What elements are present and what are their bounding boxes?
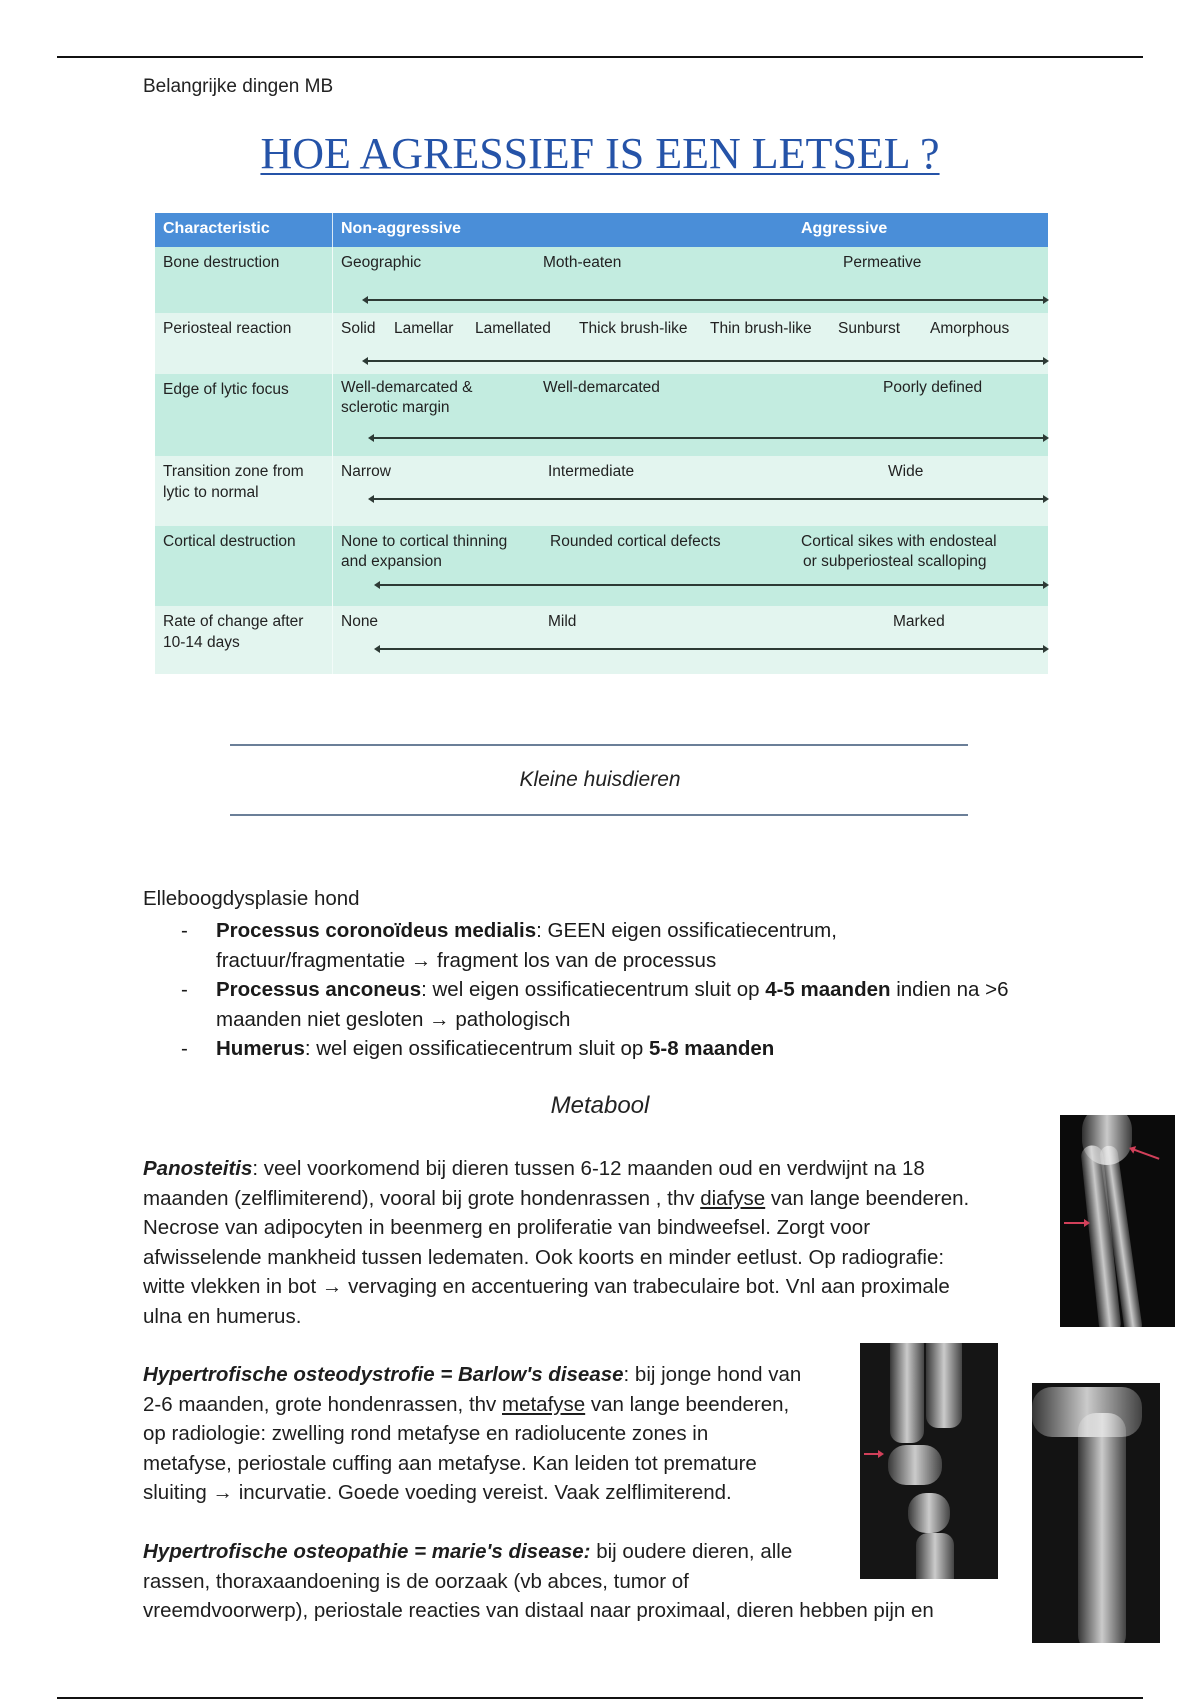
bone-shape bbox=[888, 1445, 942, 1485]
bone-shape bbox=[926, 1343, 962, 1428]
underlined-term: metafyse bbox=[502, 1392, 586, 1416]
section-divider-top bbox=[230, 744, 968, 746]
underlined-term: diafyse bbox=[700, 1186, 766, 1210]
para-text: Necrose van adipocyten in beenmerg en proliferatie van bindweefsel. Zorgt voor bbox=[143, 1216, 871, 1239]
row-label-line: Transition zone from bbox=[163, 463, 304, 480]
table-row bbox=[155, 247, 1048, 313]
red-arrow-icon bbox=[1133, 1148, 1160, 1159]
para-text: : veel voorkomend bij dieren tussen 6-12 maanden oud en verdwijnt na 18 bbox=[252, 1157, 925, 1180]
para-text: rassen, thoraxaandoening is de oorzaak (vb abces, tumor of bbox=[143, 1569, 689, 1593]
para-text: ulna en humerus. bbox=[143, 1304, 302, 1328]
para-text: afwisselende mankheid tussen ledematen. Ook koorts en minder eetlust. Op radiografie: bbox=[143, 1245, 945, 1269]
cell-value: Lamellar bbox=[394, 320, 454, 337]
cell-value: sclerotic margin bbox=[341, 399, 450, 416]
cell-value: Cortical sikes with endosteal bbox=[801, 533, 997, 550]
double-arrow-icon bbox=[367, 299, 1044, 301]
dash-bullet-icon: - bbox=[181, 1037, 188, 1060]
cell-value: Solid bbox=[341, 320, 376, 337]
cell-value: or subperiosteal scalloping bbox=[803, 553, 987, 570]
para-text: van lange beenderen, bbox=[585, 1392, 790, 1416]
table-row bbox=[155, 456, 1048, 526]
bone-shape bbox=[890, 1343, 924, 1443]
row-label: Bone destruction bbox=[155, 247, 333, 313]
bone-shape bbox=[916, 1533, 954, 1579]
red-arrow-icon bbox=[1064, 1222, 1086, 1224]
para-text: : bij jonge hond van bbox=[623, 1363, 802, 1386]
cell-value: Geographic bbox=[341, 254, 422, 271]
double-arrow-icon bbox=[367, 360, 1044, 362]
item-text: indien na >6 bbox=[890, 978, 1009, 1001]
para-text: maanden (zelflimiterend), vooral bij grote hondenrassen , thv bbox=[143, 1186, 701, 1210]
para-text: sluiting → incurvatie. Goede voeding vereist. Vaak zelflimiterend. bbox=[143, 1481, 732, 1504]
elleboog-heading: Elleboogdysplasie hond bbox=[143, 887, 360, 910]
term: Processus anconeus bbox=[216, 978, 422, 1001]
header-aggressive: Aggressive bbox=[801, 220, 888, 237]
list-item bbox=[143, 916, 1063, 975]
list-item bbox=[143, 1034, 1063, 1064]
row-label-line: 10-14 days bbox=[163, 634, 240, 651]
cell-value: Lamellated bbox=[475, 320, 551, 337]
row-label: Cortical destruction bbox=[155, 526, 333, 606]
term: Hypertrofische osteodystrofie = Barlow's disease bbox=[143, 1363, 624, 1386]
row-label-line: lytic to normal bbox=[163, 484, 259, 501]
cell-value: Permeative bbox=[843, 254, 922, 271]
para-text: witte vlekken in bot → vervaging en accentuering van trabeculaire bot. Vnl aan proximale bbox=[143, 1275, 950, 1298]
page-bottom-rule bbox=[57, 1697, 1143, 1699]
document-header: Belangrijke dingen MB bbox=[143, 76, 334, 97]
term: Processus coronoïdeus medialis bbox=[216, 919, 537, 942]
row-label bbox=[155, 456, 333, 526]
cell-value: and expansion bbox=[341, 553, 442, 570]
cell-value: Thick brush-like bbox=[579, 320, 688, 337]
bone-shape bbox=[1078, 1413, 1126, 1643]
cell-value: Mild bbox=[548, 613, 577, 630]
para-text: van lange beenderen. bbox=[765, 1186, 970, 1210]
cell-value: Poorly defined bbox=[883, 379, 983, 396]
header-non-aggressive: Non-aggressive bbox=[341, 220, 462, 237]
aggression-table bbox=[155, 213, 1048, 674]
barlow-paragraph bbox=[143, 1360, 863, 1508]
row-label: Edge of lytic focus bbox=[155, 374, 333, 456]
row-label-line: Rate of change after bbox=[163, 613, 304, 630]
table-row bbox=[155, 526, 1048, 606]
page-top-rule bbox=[57, 56, 1143, 58]
cell-value: Moth-eaten bbox=[543, 254, 622, 271]
item-text: : wel eigen ossificatiecentrum sluit op bbox=[304, 1037, 649, 1060]
para-text: metafyse, periostale cuffing aan metafyse. Kan leiden tot premature bbox=[143, 1451, 757, 1475]
double-arrow-icon bbox=[379, 584, 1044, 586]
elleboog-list bbox=[143, 916, 1063, 1064]
table-row bbox=[155, 374, 1048, 456]
double-arrow-icon bbox=[373, 437, 1044, 439]
cell-value: Well-demarcated bbox=[543, 379, 660, 396]
bone-shape bbox=[908, 1493, 950, 1533]
marie-xray-image bbox=[1032, 1383, 1160, 1643]
row-label bbox=[155, 606, 333, 674]
dash-bullet-icon: - bbox=[181, 919, 188, 942]
cell-value: None bbox=[341, 613, 379, 630]
row-label: Periosteal reaction bbox=[155, 313, 333, 374]
table-row bbox=[155, 606, 1048, 674]
table-row bbox=[155, 313, 1048, 374]
term: Hypertrofische osteopathie = marie's disease: bbox=[143, 1540, 591, 1563]
cell-value: Narrow bbox=[341, 463, 391, 480]
cell-value: Sunburst bbox=[838, 320, 901, 337]
item-text: : wel eigen ossificatiecentrum sluit op bbox=[421, 978, 766, 1001]
cell-value: Intermediate bbox=[548, 463, 635, 480]
dash-bullet-icon: - bbox=[181, 978, 188, 1001]
cell-value: Marked bbox=[893, 613, 945, 630]
cell-value: Thin brush-like bbox=[710, 320, 812, 337]
red-arrow-icon bbox=[864, 1453, 880, 1455]
para-text: 2-6 maanden, grote hondenrassen, thv bbox=[143, 1392, 502, 1416]
cell-value: Rounded cortical defects bbox=[550, 533, 721, 550]
cell-value: None to cortical thinning bbox=[341, 533, 508, 550]
para-text: bij oudere dieren, alle bbox=[590, 1540, 793, 1563]
panosteitis-xray-image bbox=[1060, 1115, 1175, 1327]
page-title: HOE AGRESSIEF IS EEN LETSEL ? bbox=[260, 129, 940, 178]
item-text: fractuur/fragmentatie → fragment los van de processus bbox=[216, 948, 717, 972]
section-title-kleine-huisdieren: Kleine huisdieren bbox=[519, 768, 681, 791]
cell-value: Wide bbox=[888, 463, 924, 480]
term: Humerus bbox=[216, 1037, 305, 1060]
emphasis: 4-5 maanden bbox=[765, 978, 891, 1001]
cell-value: Amorphous bbox=[930, 320, 1010, 337]
para-text: op radiologie: zwelling rond metafyse en radiolucente zones in bbox=[143, 1422, 709, 1445]
term: Panosteitis bbox=[143, 1157, 253, 1180]
double-arrow-icon bbox=[379, 648, 1044, 650]
panosteitis-paragraph bbox=[143, 1154, 1063, 1331]
table-header-row bbox=[155, 213, 1048, 247]
emphasis: 5-8 maanden bbox=[648, 1037, 775, 1060]
header-characteristic: Characteristic bbox=[155, 213, 333, 247]
para-text: vreemdvoorwerp), periostale reacties van distaal naar proximaal, dieren hebben pijn en bbox=[143, 1599, 934, 1622]
item-text: maanden niet gesloten → pathologisch bbox=[216, 1007, 571, 1031]
cell-value: Well-demarcated & bbox=[341, 379, 473, 396]
double-arrow-icon bbox=[373, 498, 1044, 500]
list-item bbox=[143, 975, 1063, 1034]
item-text: : GEEN eigen ossificatiecentrum, bbox=[536, 919, 837, 942]
section-title-metabool: Metabool bbox=[550, 1092, 650, 1119]
section-divider-bottom bbox=[230, 814, 968, 816]
barlow-xray-image bbox=[860, 1343, 998, 1579]
